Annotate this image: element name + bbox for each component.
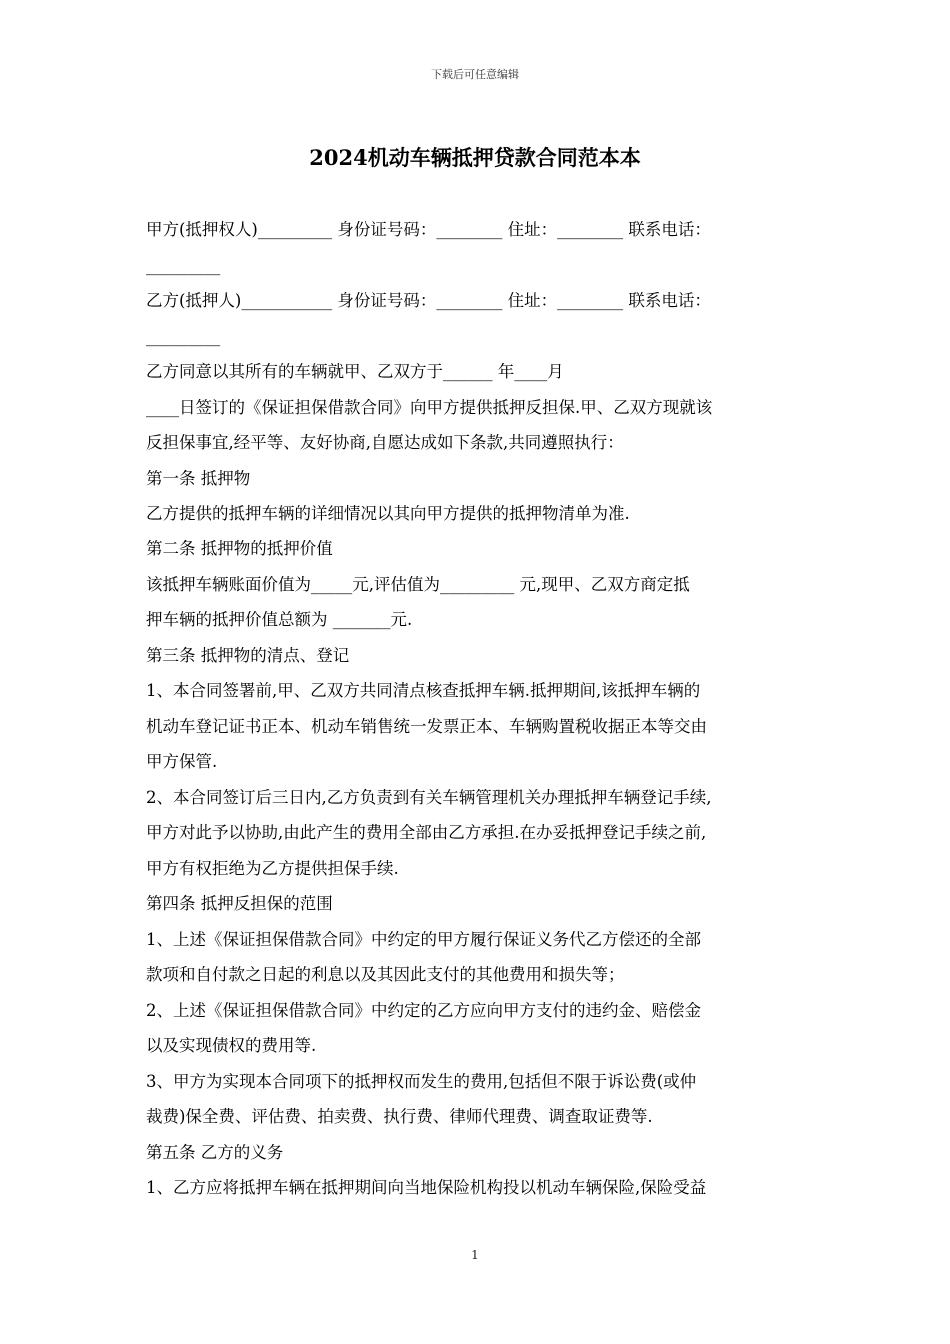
body-line: 以及实现债权的费用等. <box>146 1036 317 1055</box>
section-heading: 第二条 抵押物的抵押价值 <box>146 539 333 558</box>
body-line: 机动车登记证书正本、机动车销售统一发票正本、车辆购置税收据正本等交由 <box>146 717 707 736</box>
document-title: 2024机动车辆抵押贷款合同范本本 <box>309 145 641 170</box>
body-line: 裁费)保全费、评估费、拍卖费、执行费、律师代理费、调查取证费等. <box>146 1107 653 1126</box>
body-line: 1、本合同签署前,甲、乙双方共同清点核查抵押车辆.抵押期间,该抵押车辆的 <box>146 681 701 700</box>
body-line: _________ <box>146 256 221 275</box>
body-line: 乙方同意以其所有的车辆就甲、乙双方于______ 年____月 <box>146 362 564 381</box>
body-line: _________ <box>146 327 221 346</box>
section-heading: 第四条 抵押反担保的范围 <box>146 894 333 913</box>
body-line: 2、本合同签订后三日内,乙方负责到有关车辆管理机关办理抵押车辆登记手续, <box>146 788 712 807</box>
body-line: 甲方对此予以协助,由此产生的费用全部由乙方承担.在办妥抵押登记手续之前, <box>146 823 707 842</box>
section-heading: 第一条 抵押物 <box>146 469 251 488</box>
body-line: 3、甲方为实现本合同项下的抵押权而发生的费用,包括但不限于诉讼费(或仲 <box>146 1072 697 1091</box>
body-line: 反担保事宜,经平等、友好协商,自愿达成如下条款,共同遵照执行： <box>146 433 624 452</box>
body-line: 乙方(抵押人)___________ 身份证号码：________ 住址：________ 联系电话： <box>146 291 711 310</box>
section-heading: 第三条 抵押物的清点、登记 <box>146 646 350 665</box>
body-line: 1、上述《保证担保借款合同》中约定的甲方履行保证义务代乙方偿还的全部 <box>146 930 701 949</box>
body-line: 甲方有权拒绝为乙方提供担保手续. <box>146 859 399 878</box>
body-line: 款项和自付款之日起的利息以及其因此支付的其他费用和损失等； <box>146 965 625 984</box>
section-heading: 第五条 乙方的义务 <box>146 1143 284 1162</box>
body-line: 2、上述《保证担保借款合同》中约定的乙方应向甲方支付的违约金、赔偿金 <box>146 1001 701 1020</box>
body-line: 该抵押车辆账面价值为_____元,评估值为_________ 元,现甲、乙双方商定抵 <box>146 575 690 594</box>
body-line: 甲方保管. <box>146 752 218 771</box>
page-number: 1 <box>471 1248 479 1262</box>
header-note: 下载后可任意编辑 <box>431 68 519 81</box>
body-line: 押车辆的抵押价值总额为 _______元. <box>146 610 413 629</box>
body-line: 乙方提供的抵押车辆的详细情况以其向甲方提供的抵押物清单为准. <box>146 504 630 523</box>
body-line: 甲方(抵押权人)_________ 身份证号码：________ 住址：________ 联系电话： <box>146 220 711 239</box>
body-line: 1、乙方应将抵押车辆在抵押期间向当地保险机构投以机动车辆保险,保险受益 <box>146 1178 707 1197</box>
body-line: ____日签订的《保证担保借款合同》向甲方提供抵押反担保.甲、乙双方现就该 <box>146 398 713 417</box>
